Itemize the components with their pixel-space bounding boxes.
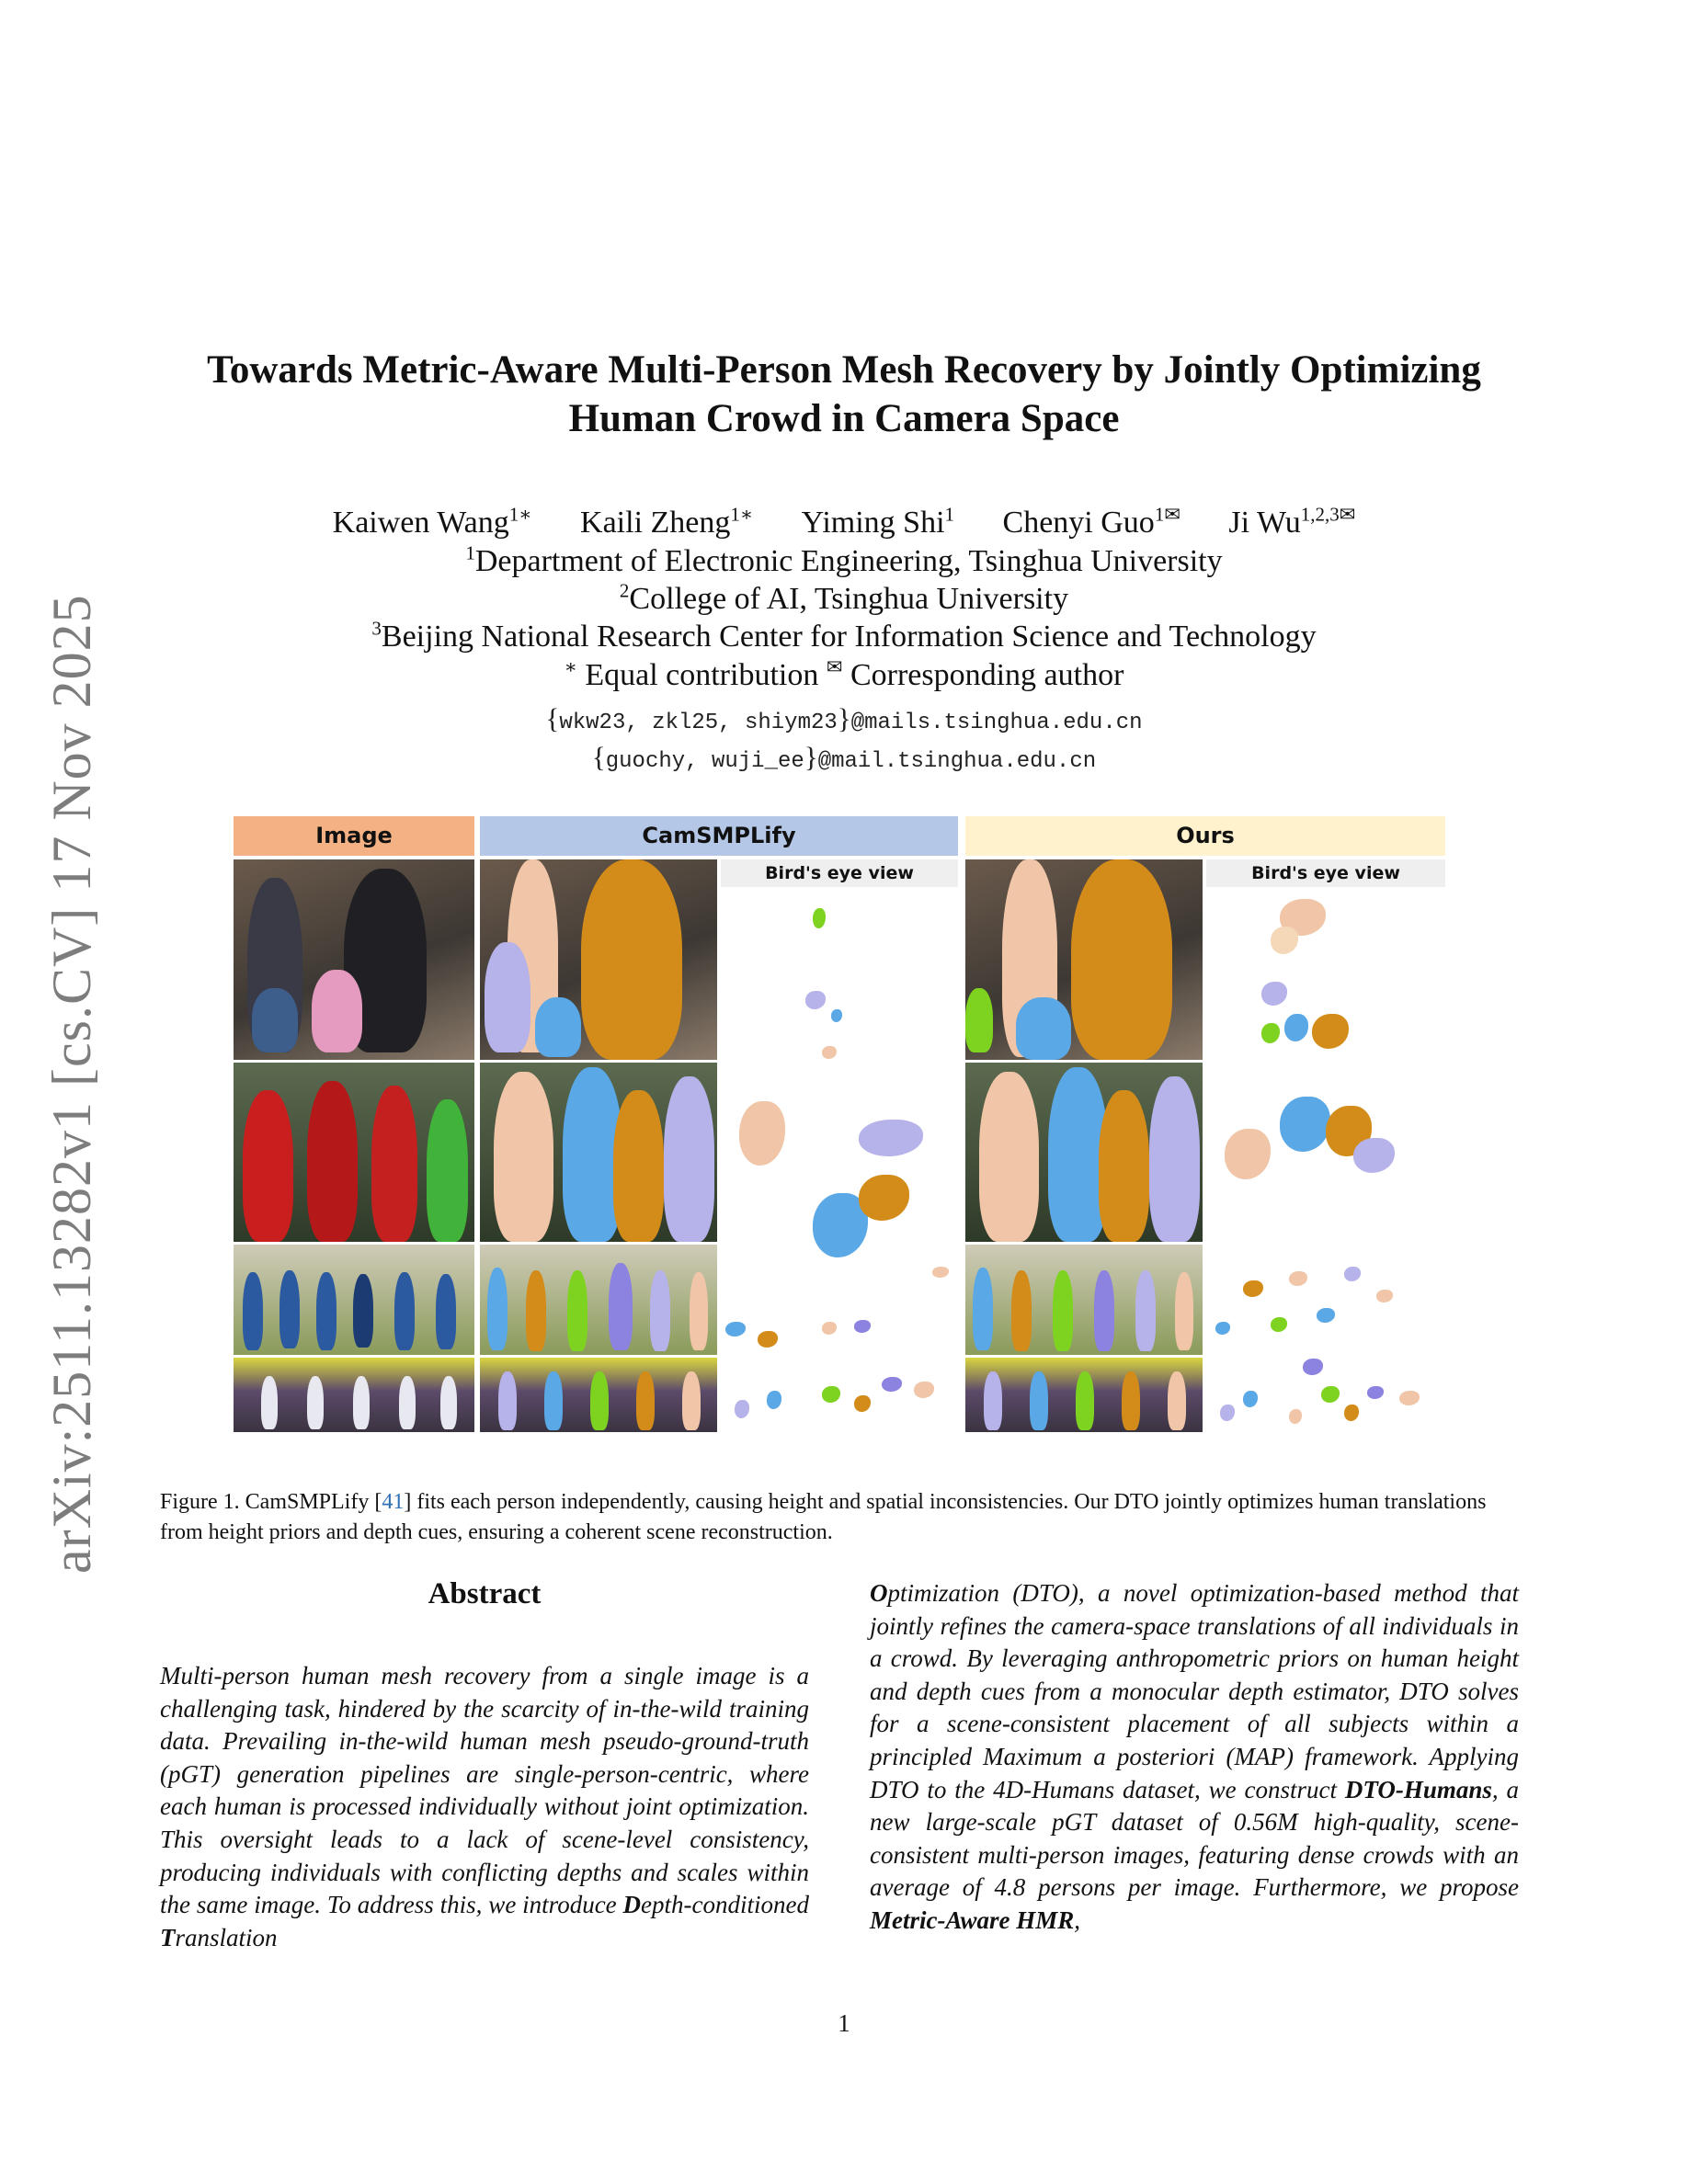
affiliation: $^1$Department of Electronic Engineering, Tsinghua University [465, 541, 1223, 578]
abstract-heading: Abstract [428, 1577, 542, 1610]
birds-eye-label: Bird's eye view [1206, 859, 1445, 887]
title-line-1: Towards Metric-Aware Multi-Person Mesh Recovery by Jointly Optimizing [207, 348, 1481, 392]
ours-birds-eye-view [1206, 890, 1445, 1432]
camsmplify-mesh-overlay [480, 1358, 717, 1432]
citation-link[interactable]: 41 [382, 1490, 405, 1514]
title-line-2: Human Crowd in Camera Space [568, 397, 1120, 440]
author: Kaiwen Wang$^{1∗}$ [332, 503, 532, 540]
page-number: 1 [838, 2009, 850, 2037]
camsmplify-birds-eye-view [721, 890, 958, 1432]
figure-caption: Figure 1. CamSMPLify [41] fits each person independently, causing height and spatial inconsistencies. Our DTO jointly optimizes human translations from height priors and depth cues, ensuring a coherent scene reconstruction. [160, 1490, 1487, 1544]
ours-mesh-overlay [965, 859, 1203, 1060]
author-list [165, 504, 1523, 542]
arxiv-stamp: arXiv:2511.13282v1 [cs.CV] 17 Nov 2025 [41, 594, 102, 1574]
photo-crowd-street [234, 859, 474, 1060]
photo-soccer-players [234, 1063, 474, 1242]
ours-mesh-overlay [965, 1358, 1203, 1432]
header-ours: Ours [965, 816, 1445, 856]
author: Kaili Zheng$^{1∗}$ [580, 503, 754, 540]
camsmplify-mesh-overlay [480, 859, 717, 1060]
author: Ji $Wu^{1,2,3✉}$ [1228, 503, 1356, 540]
photo-team-group [234, 1245, 474, 1355]
abstract-right-column: Optimization (DTO), a novel optimization-based method that jointly refines the camera-space translations of all individuals in a crowd. By leveraging anthropometric priors on human height and depth cues from a monocular depth estimator, DTO solves for a scene-consistent placement of all subjects within a principled Maximum a posteriori (MAP) framework. Applying DTO to the 4D-Humans dataset, we construct DTO-Humans, a new large-scale pGT dataset of 0.56M high-quality, scene-consistent multi-person images, featuring dense crowds with an average of 4.8 persons per image. Furthermore, we propose Metric-Aware HMR, [870, 1579, 1519, 1934]
email-line: {wkw23, zkl25, shiym23}@mails.tsinghua.edu.cn [545, 702, 1143, 735]
email-line: {guochy, wuji_ee}@mail.tsinghua.edu.cn [591, 741, 1097, 774]
paper-title [165, 346, 1523, 443]
header-camsmplify: CamSMPLify [480, 816, 958, 856]
ours-mesh-overlay [965, 1245, 1203, 1355]
photo-stage-performers [234, 1358, 474, 1432]
camsmplify-mesh-overlay [480, 1063, 717, 1242]
abstract-left-column: Multi-person human mesh recovery from a single image is a challenging task, hindered by the scarcity of in-the-wild training data. Prevailing in-the-wild human mesh pseudo-ground-truth (pGT) generation pipelines are single-person-centric, where each human is processed individually without joint optimization. This oversight leads to a lack of scene-level consistency, producing individuals with conflicting depths and scales within the same image. To address this, we introduce Depth-conditioned Translation [160, 1662, 809, 1951]
header-image: Image [234, 816, 474, 856]
affiliation: $^2$College of AI, Tsinghua University [619, 579, 1069, 616]
ours-mesh-overlay [965, 1063, 1203, 1242]
author: Chenyi Guo$^{1✉}$ [1002, 503, 1180, 540]
figure-1 [234, 816, 1445, 1460]
author: Yiming Shi$^1$ [801, 503, 955, 540]
camsmplify-mesh-overlay [480, 1245, 717, 1355]
contribution-note: ∗ Equal contribution ✉ Corresponding author [564, 655, 1124, 692]
birds-eye-label: Bird's eye view [721, 859, 958, 887]
affiliation: $^3$Beijing National Research Center for Information Science and Technology [371, 617, 1317, 654]
